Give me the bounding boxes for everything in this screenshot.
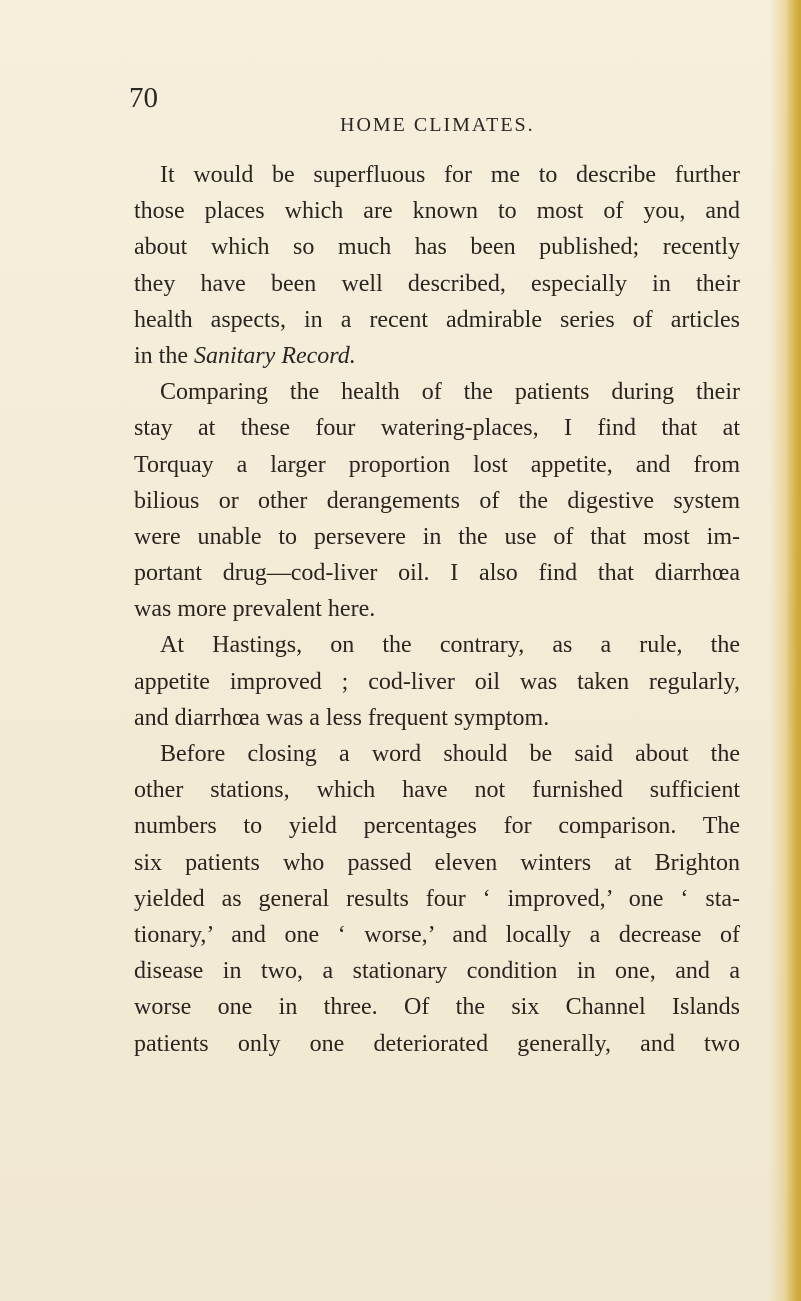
page-number: 70 bbox=[129, 82, 158, 114]
text-line: Before closing a word should be said about the bbox=[160, 741, 740, 767]
text-line: At Hastings, on the contrary, as a rule, the bbox=[160, 632, 740, 659]
text-line: Torquay a larger proportion lost appetite, and from bbox=[134, 451, 740, 478]
text-line: those places which are known to most of you, and bbox=[134, 198, 740, 225]
text-line: portant drug—cod-liver oil. I also find that diarrhœa bbox=[134, 560, 740, 587]
text-line: patients only one deteriorated generally, and two bbox=[134, 1030, 740, 1057]
journal-title: Sanitary Record. bbox=[194, 342, 356, 369]
text-line: Comparing the health of the patients during their bbox=[160, 379, 740, 406]
text-fragment: in the bbox=[134, 342, 194, 369]
text-line: were unable to persevere in the use of that most im- bbox=[134, 523, 740, 550]
text-line: stay at these four watering-places, I find that at bbox=[134, 415, 740, 442]
text-line: bilious or other derangements of the digestive system bbox=[134, 487, 740, 514]
text-line: about which so much has been published; recently bbox=[134, 234, 740, 261]
page-edge-shadow bbox=[787, 0, 801, 1301]
text-line: and diarrhœa was a less frequent symptom. bbox=[134, 704, 550, 731]
running-head: HOME CLIMATES. bbox=[340, 114, 535, 136]
body-text bbox=[134, 157, 740, 1062]
text-line: they have been well described, especially in their bbox=[134, 270, 740, 297]
text-line: health aspects, in a recent admirable series of articles bbox=[134, 306, 740, 333]
text-line: numbers to yield percentages for comparison. The bbox=[134, 813, 740, 840]
text-line: appetite improved ; cod-liver oil was taken regularly, bbox=[134, 668, 740, 695]
text-line: tionary,’ and one ‘ worse,’ and locally a decrease of bbox=[134, 921, 740, 948]
text-line bbox=[134, 338, 740, 374]
text-line: worse one in three. Of the six Channel Islands bbox=[134, 994, 740, 1021]
text-line: six patients who passed eleven winters at Brighton bbox=[134, 849, 740, 876]
text-line: It would be superfluous for me to describe further bbox=[160, 162, 740, 188]
text-line: was more prevalent here. bbox=[134, 596, 376, 623]
text-line: other stations, which have not furnished sufficient bbox=[134, 777, 740, 804]
text-line: yielded as general results four ‘ improved,’ one ‘ sta- bbox=[134, 885, 740, 912]
text-line: disease in two, a stationary condition in one, and a bbox=[134, 958, 740, 985]
